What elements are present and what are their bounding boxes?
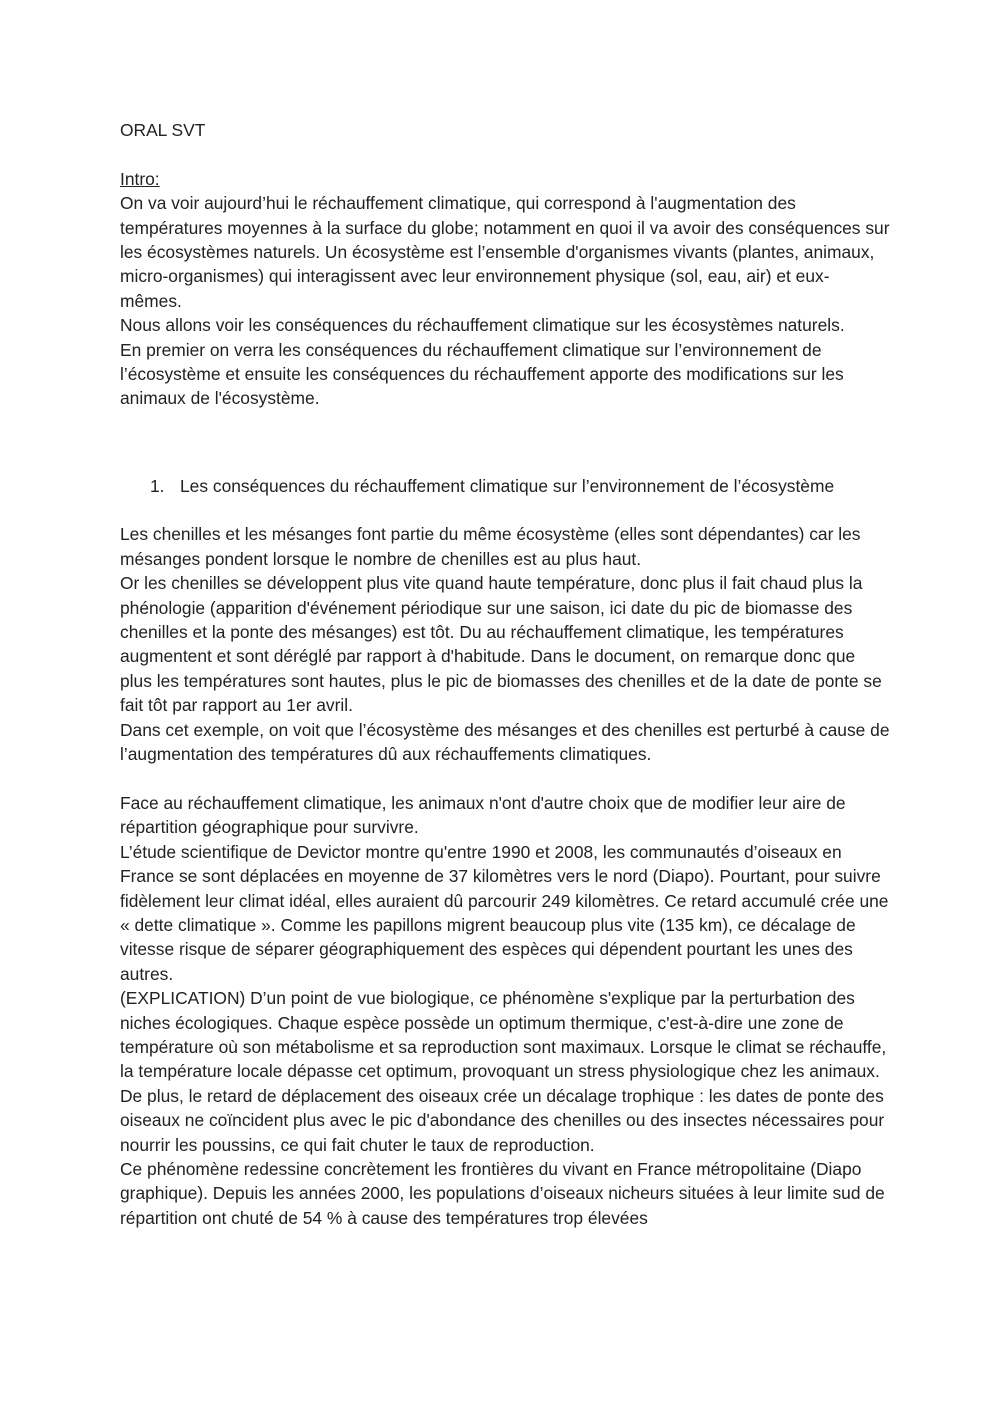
body-paragraph: Ce phénomène redessine concrètement les frontières du vivant en France métropolitaine (Diapo graphique). Depuis les années 2000, les populations d’oiseaux nicheurs situées à leur limite sud de répartition ont chuté de 54 % à cause des températures trop élevées	[120, 1159, 885, 1228]
section-number: 1.	[150, 475, 165, 496]
document-title: ORAL SVT	[120, 120, 206, 140]
intro-paragraph: En premier on verra les conséquences du réchauffement climatique sur l’environnement de l’écosystème et ensuite les conséquences du réchauffement apporte des modifications sur les animaux de l'écosystème.	[120, 339, 844, 409]
body-paragraph: (EXPLICATION) D’un point de vue biologique, ce phénomène s'explique par la perturbation des niches écologiques. Chaque espèce possède un optimum thermique, c'est-à-dire une zone de température où son métabolisme et sa reproduction sont maximaux. Lorsque le climat se réchauffe, la température locale dépasse cet optimum, provoquant un stress physiologique chez les animaux. De plus, le retard de déplacement des oiseaux crée un décalage trophique : les dates de ponte des oiseaux ne coïncident plus avec le pic d'abondance des chenilles ou des insectes nécessaires pour nourrir les poussins, ce qui fait chuter le taux de reproduction.	[120, 988, 887, 1155]
body-paragraph: Face au réchauffement climatique, les animaux n'ont d'autre choix que de modifier leur aire de répartition géographique pour survivre.	[120, 792, 846, 838]
spacer	[120, 411, 890, 460]
intro-paragraph: On va voir aujourd’hui le réchauffement climatique, qui correspond à l'augmentation des températures moyennes à la surface du globe; notamment en quoi il va avoir des conséquences sur les écosystèmes naturels. Un écosystème est l’ensemble d'organismes vivants (plantes, animaux, micro-organismes) qui interagissent avec leur environnement physique (sol, eau, air) et eux-mêmes.	[120, 193, 890, 311]
document-content	[120, 118, 890, 1230]
spacer	[120, 767, 890, 791]
body-paragraph: Dans cet exemple, on voit que l’écosystème des mésanges et des chenilles est perturbé à cause de l’augmentation des températures dû aux réchauffements climatiques.	[120, 719, 890, 765]
intro-label: Intro:	[120, 168, 160, 189]
intro-paragraph: Nous allons voir les conséquences du réchauffement climatique sur les écosystèmes naturels.	[120, 315, 845, 336]
section-heading	[120, 474, 890, 498]
body-paragraph: L’étude scientifique de Devictor montre qu'entre 1990 et 2008, les communautés d’oiseaux en France se sont déplacées en moyenne de 37 kilomètres vers le nord (Diapo). Pourtant, pour suivre fidèlement leur climat idéal, elles auraient dû parcourir 249 kilomètres. Ce retard accumulé crée une « dette climatique ». Comme les papillons migrent beaucoup plus vite (135 km), ce décalage de vitesse risque de séparer géographiquement des espèces qui dépendent pourtant les unes des autres.	[120, 841, 889, 984]
spacer	[120, 498, 890, 522]
body-paragraph: Or les chenilles se développent plus vite quand haute température, donc plus il fait chaud plus la phénologie (apparition d'événement périodique sur une saison, ici date du pic de biomasse des chenilles et la ponte des mésanges) est tôt. Du au réchauffement climatique, les températures augmentent et sont déréglé par rapport à d'habitude. Dans le document, on remarque donc que plus les températures sont hautes, plus le pic de biomasses des chenilles et de la date de ponte se fait tôt par rapport au 1er avril.	[120, 573, 882, 716]
section-title: Les conséquences du réchauffement climatique sur l’environnement de l’écosystème	[180, 475, 835, 496]
body-paragraph: Les chenilles et les mésanges font partie du même écosystème (elles sont dépendantes) car les mésanges pondent lorsque le nombre de chenilles est au plus haut.	[120, 524, 861, 569]
